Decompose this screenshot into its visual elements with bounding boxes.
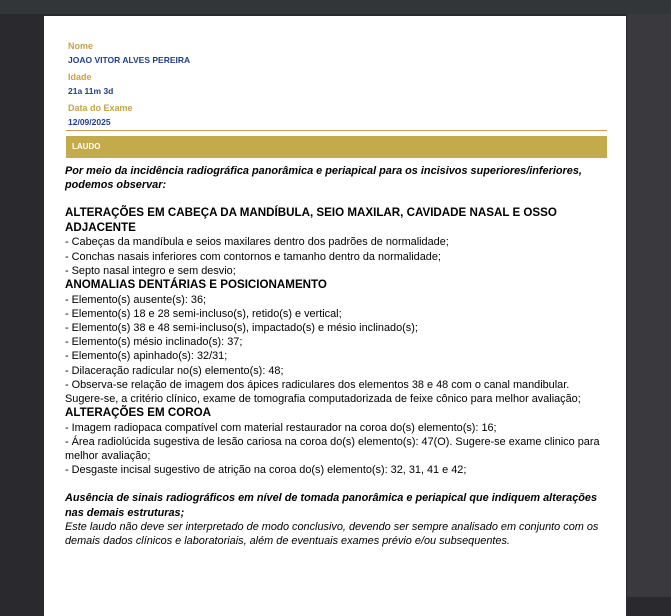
- disclaimer: Este laudo não deve ser interpretado de modo conclusivo, devendo ser sempre analisado em conjunto com os demais dados clínicos e laboratoriais, além de eventuais exames prévio e/ou subsequentes.: [65, 520, 599, 548]
- finding-item: - Imagem radiopaca compatível com material restaurador na coroa do(s) elemento(s): 16;: [65, 421, 497, 434]
- exam-date: 12/09/2025: [68, 117, 111, 127]
- document-page: [44, 16, 626, 616]
- finding-item: - Elemento(s) 18 e 28 semi-incluso(s), retido(s) e vertical;: [65, 307, 342, 320]
- finding-item: - Elemento(s) 38 e 48 semi-incluso(s), impactado(s) e mésio inclinado(s);: [65, 321, 418, 334]
- finding-item: - Elemento(s) apinhado(s): 32/31;: [65, 350, 228, 363]
- patient-age: 21a 11m 3d: [68, 86, 114, 96]
- finding-item: - Conchas nasais inferiores com contornos e tamanho dentro da normalidade;: [65, 250, 441, 263]
- section-title: LAUDO: [72, 142, 101, 151]
- name-label: Nome: [68, 41, 94, 51]
- report-body: [65, 164, 610, 548]
- finding-item: - Elemento(s) ausente(s): 36;: [65, 293, 207, 306]
- section-heading: ALTERAÇÕES EM COROA: [65, 406, 211, 420]
- viewer-toolbar: [0, 0, 671, 14]
- section-heading: ALTERAÇÕES EM CABEÇA DA MANDÍBULA, SEIO MAXILAR, CAVIDADE NASAL E OSSO ADJACENTE: [65, 206, 557, 234]
- conclusion: Ausência de sinais radiográficos em nível de tomada panorâmica e periapical que indiquem alterações nas demais estruturas;: [65, 492, 598, 519]
- section-header-laudo: [66, 136, 607, 158]
- finding-item: - Desgaste incisal sugestivo de atrição na coroa do(s) elemento(s): 32, 31, 41 e 42;: [65, 464, 467, 477]
- exam-date-label: Data do Exame: [68, 103, 133, 113]
- section-heading: ANOMALIAS DENTÁRIAS E POSICIONAMENTO: [65, 278, 327, 292]
- patient-name: JOAO VITOR ALVES PEREIRA: [68, 55, 191, 65]
- finding-item: - Dilaceração radicular no(s) elemento(s): 48;: [65, 364, 284, 377]
- finding-item: - Área radiolúcida sugestiva de lesão cariosa na coroa do(s) elemento(s): 47(O). Sugere-se exame clinico para melhor avaliação;: [65, 435, 600, 463]
- finding-item: - Elemento(s) mésio inclinado(s): 37;: [65, 336, 243, 349]
- age-label: Idade: [68, 72, 92, 82]
- header-divider: [66, 130, 607, 131]
- viewer-left-margin: [627, 14, 671, 597]
- finding-item: - Observa-se relação de imagem dos ápices radiculares dos elementos 38 e 48 com o canal mandibular. Sugere-se, a critério clínico, exame de tomografia computadorizada de feixe cônico para melhor avaliação;: [65, 378, 581, 405]
- finding-item: - Cabeças da mandíbula e seios maxilares dentro dos padrões de normalidade;: [65, 236, 449, 249]
- report-intro: Por meio da incidência radiográfica panorâmica e periapical para os incisivos superiores/inferiores, podemos observar:: [65, 165, 582, 192]
- finding-item: - Septo nasal integro e sem desvio;: [65, 264, 236, 277]
